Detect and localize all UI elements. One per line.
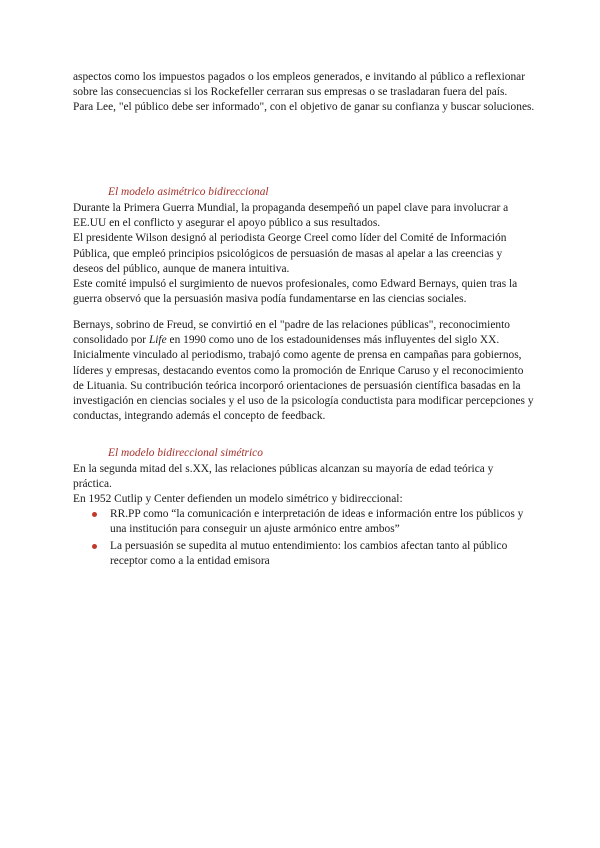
bullet-text: RR.PP como “la comunicación e interpretación de ideas e información entre los públicos y una institución para conseguir un ajuste armónico entre ambos” (110, 508, 524, 535)
symmetric-bullet-list (92, 507, 532, 571)
asymmetric-paragraph-2: El presidente Wilson designó al periodista George Creel como líder del Comité de Información Pública, que empleó principios psicológicos de persuasión de masas al apelar a las creencias y deseos del público, aunque de manera intuitiva. (73, 232, 507, 275)
list-item (92, 539, 532, 568)
bernays-text-a: Bernays, sobrino de Freud, se convirtió en el "padre de las relaciones públicas", reconocimiento consolidado por (73, 319, 510, 347)
asymmetric-paragraph-3: Este comité impulsó el surgimiento de nuevos profesionales, como Edward Bernays, quien tras la guerra observó que la persuasión masiva podía fundamentarse en las ciencias sociales. (73, 278, 518, 306)
bernays-block (73, 318, 535, 424)
bernays-text-b: en 1990 como uno de los estadounidenses más influyentes del siglo XX. Inicialmente vinculado al periodismo, trabajó como agente de prensa en campañas para gobiernos, líderes y empresas, destacando eventos como la promoción de Enrique Caruso y el reconocimiento de Lituania. Su contribución teórica incorporó orientaciones de persuasión científica basadas en la investigación en ciencias sociales y el uso de la psicología conductista para modificar percepciones y conductas, integrando además el concepto de feedback. (73, 334, 534, 423)
heading-symmetric-model: El modelo bidireccional simétrico (108, 447, 263, 459)
heading-asymmetric-model: El modelo asimétrico bidireccional (108, 186, 269, 198)
bullet-dot-icon (92, 512, 97, 517)
bernays-paragraph (73, 318, 535, 424)
bullet-text: La persuasión se supedita al mutuo entendimiento: los cambios afectan tanto al público receptor como a la entidad emisora (110, 540, 508, 567)
intro-paragraph-1: aspectos como los impuestos pagados o los empleos generados, e invitando al público a reflexionar sobre las consecuencias si los Rockefeller cerraran sus empresas o se trasladaran fuera del país. (73, 71, 526, 99)
symmetric-block (73, 462, 535, 508)
bullet-dot-icon (92, 544, 97, 549)
life-magazine: Life (148, 334, 167, 347)
list-item (92, 507, 532, 536)
intro-paragraph-2: Para Lee, "el público debe ser informado", con el objetivo de ganar su confianza y buscar soluciones. (73, 101, 535, 114)
asymmetric-block (73, 201, 535, 307)
symmetric-paragraph-1: En la segunda mitad del s.XX, las relaciones públicas alcanzan su mayoría de edad teórica y práctica. (73, 463, 494, 491)
intro-block (73, 70, 535, 116)
symmetric-paragraph-2: En 1952 Cutlip y Center defienden un modelo simétrico y bidireccional: (73, 493, 403, 506)
asymmetric-paragraph-1: Durante la Primera Guerra Mundial, la propaganda desempeñó un papel clave para involucrar a EE.UU en el conflicto y asegurar el apoyo público a sus resultados. (73, 202, 509, 230)
